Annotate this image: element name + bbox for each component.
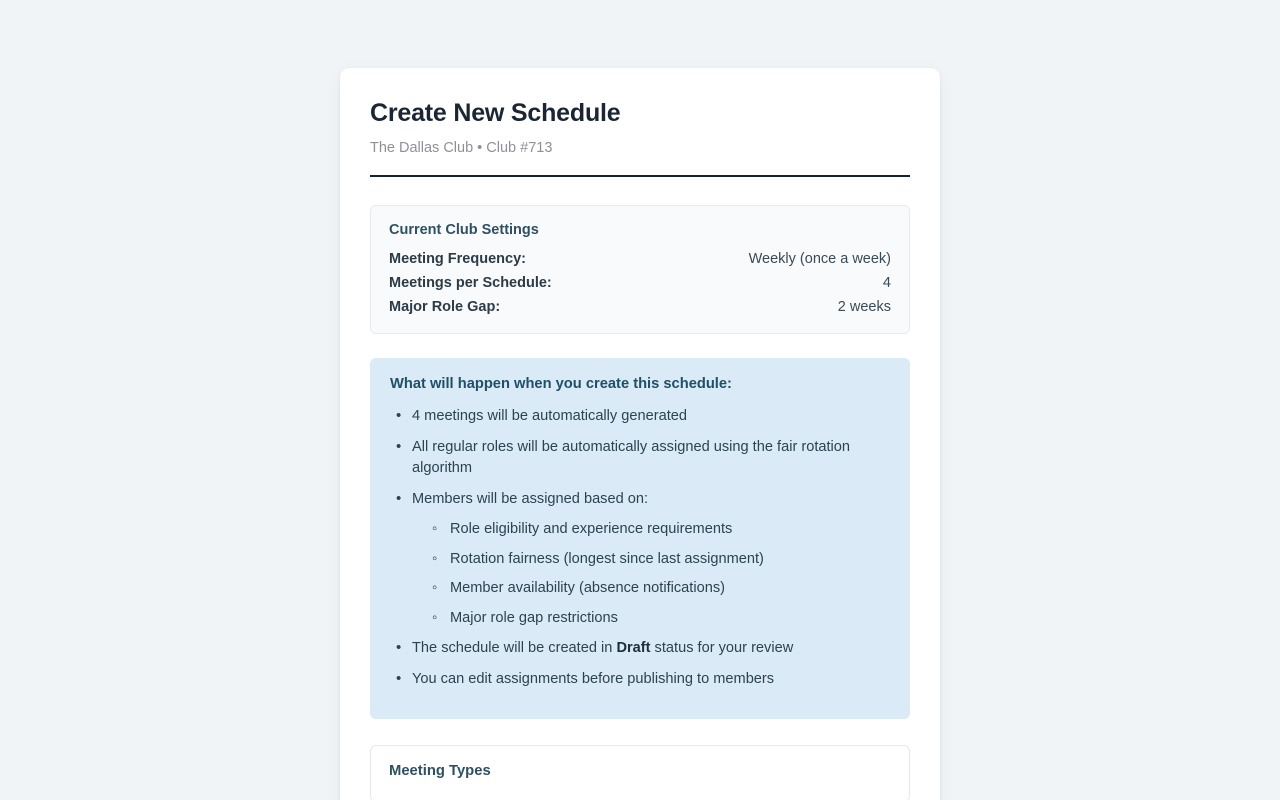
assignment-criteria-list <box>412 519 890 628</box>
list-item: • 4 meetings will be automatically generated <box>390 406 890 427</box>
list-item <box>390 489 890 628</box>
meeting-types-panel <box>370 745 910 800</box>
list-item: • You can edit assignments before publishing to members <box>390 669 890 690</box>
list-item: ◦ Member availability (absence notifications) <box>412 578 890 598</box>
page-title: Create New Schedule <box>370 99 621 127</box>
list-item: ◦ Rotation fairness (longest since last assignment) <box>412 549 890 569</box>
list-item-label: Members will be assigned based on: <box>412 490 649 507</box>
draft-status-badge: Draft <box>616 639 651 656</box>
setting-label: Meeting Frequency: <box>389 251 526 268</box>
setting-value: 4 <box>882 275 891 292</box>
list-item: ◦ Role eligibility and experience requirements <box>412 519 890 539</box>
what-will-happen-panel <box>370 358 910 719</box>
list-item: ◦ Major role gap restrictions <box>412 608 890 628</box>
current-club-settings-heading: Current Club Settings <box>389 222 539 239</box>
setting-row-meeting-frequency <box>389 251 891 267</box>
setting-label: Meetings per Schedule: <box>389 275 552 292</box>
list-item-draft-status <box>390 638 890 659</box>
draft-prefix: The schedule will be created in <box>412 639 617 656</box>
setting-label: Major Role Gap: <box>389 299 501 316</box>
current-club-settings-panel <box>370 205 910 334</box>
setting-row-meetings-per-schedule <box>389 275 891 291</box>
meeting-types-heading: Meeting Types <box>389 763 491 780</box>
list-item: • All regular roles will be automatically assigned using the fair rotation algorithm <box>390 437 890 478</box>
club-subtitle: The Dallas Club • Club #713 <box>370 140 553 156</box>
what-will-happen-list <box>390 406 890 689</box>
setting-value: 2 weeks <box>837 299 891 316</box>
setting-row-major-role-gap <box>389 299 891 315</box>
create-schedule-card <box>340 68 940 800</box>
what-will-happen-heading: What will happen when you create this schedule: <box>390 376 732 393</box>
draft-suffix: status for your review <box>650 639 794 656</box>
setting-value: Weekly (once a week) <box>748 251 891 268</box>
title-divider <box>370 175 910 177</box>
